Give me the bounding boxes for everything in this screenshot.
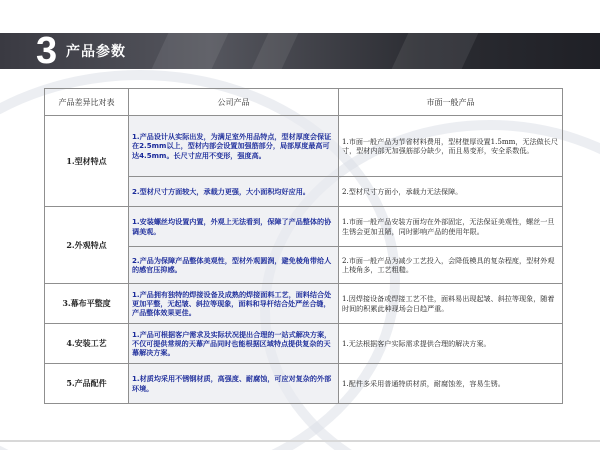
- table-row: [45, 116, 563, 177]
- company-cell: 1.产品拥有独特的焊接设备及成熟的焊接面料工艺，面料结合处更加平整，无起皱、斜拉等现象，面料和导杆结合处严丝合缝，产品整体效果更佳。: [129, 284, 339, 324]
- section-number: 3: [36, 30, 58, 72]
- market-cell: 2.市面一般产品为减少工艺投入，会降低模具的复杂程度，型材外观上棱角多，工艺粗糙。: [339, 247, 563, 284]
- market-cell: 2.型材尺寸方面小，承载力无法保障。: [339, 177, 563, 207]
- company-cell: 2.产品为保障产品整体美观性，型材外观圆润，避免棱角带给人的感官压抑感。: [129, 247, 339, 284]
- category-cell: 4.安装工艺: [45, 324, 129, 364]
- category-cell: 5.产品配件: [45, 364, 129, 404]
- footer-divider: [0, 440, 600, 442]
- company-cell: 1.产品可根据客户需求及实际状况提出合理的一站式解决方案，不仅可提供常规的天幕产品同时也能根据区域特点提供复杂的天幕解决方案。: [129, 324, 339, 364]
- table-row: [45, 364, 563, 404]
- market-cell: 1.无法根据客户实际需求提供合理的解决方案。: [339, 324, 563, 364]
- banner-stripe: [252, 33, 299, 69]
- table-header-row: [45, 89, 563, 116]
- banner-stripe: [152, 33, 229, 69]
- header-market-product: 市面一般产品: [339, 89, 563, 116]
- category-cell: 3.幕布平整度: [45, 284, 129, 324]
- page-title: 产品参数: [66, 44, 126, 60]
- header-comparison: 产品差异比对表: [45, 89, 129, 116]
- market-cell: 1.因焊接设备或焊接工艺不佳，面料易出现起皱、斜拉等现象，随着时间的积累此种现场会日趋严重。: [339, 284, 563, 324]
- company-cell: 1.材质均采用不锈钢材质，高强度、耐腐蚀，可应对复杂的外部环境。: [129, 364, 339, 404]
- market-cell: 1.配件多采用普通特质材质，耐腐蚀差，容易生锈。: [339, 364, 563, 404]
- company-cell: 1.产品设计从实际出发，为满足室外用品特点，型材厚度会保证在2.5mm以上，型材内部会设置加强筋部分，局部厚度最高可达4.5mm。长尺寸应用不变形，强度高。: [129, 116, 339, 177]
- table-row: [45, 324, 563, 364]
- header-company-product: 公司产品: [129, 89, 339, 116]
- company-cell: 1.安装螺丝均设置内置，外观上无法看到，保障了产品整体的协调美观。: [129, 207, 339, 247]
- table-row: [45, 284, 563, 324]
- market-cell: 1.市面一般产品为节省材料费用，型材壁厚设置1.5mm，无法做长尺寸，型材内部无加强筋部分缺少，而且易变形，安全系数低。: [339, 116, 563, 177]
- table-row: [45, 207, 563, 247]
- category-cell: 2.外观特点: [45, 207, 129, 284]
- category-cell: 1.型材特点: [45, 116, 129, 207]
- comparison-table: [44, 88, 563, 404]
- banner-stripe: [392, 33, 479, 69]
- company-cell: 2.型材尺寸方面较大，承载力更强，大小面积均好应用。: [129, 177, 339, 207]
- market-cell: 1.市面一般产品安装方面均在外部固定，无法保证美观性，螺丝一旦生锈会更加丑陋，同时影响产品的使用年限。: [339, 207, 563, 247]
